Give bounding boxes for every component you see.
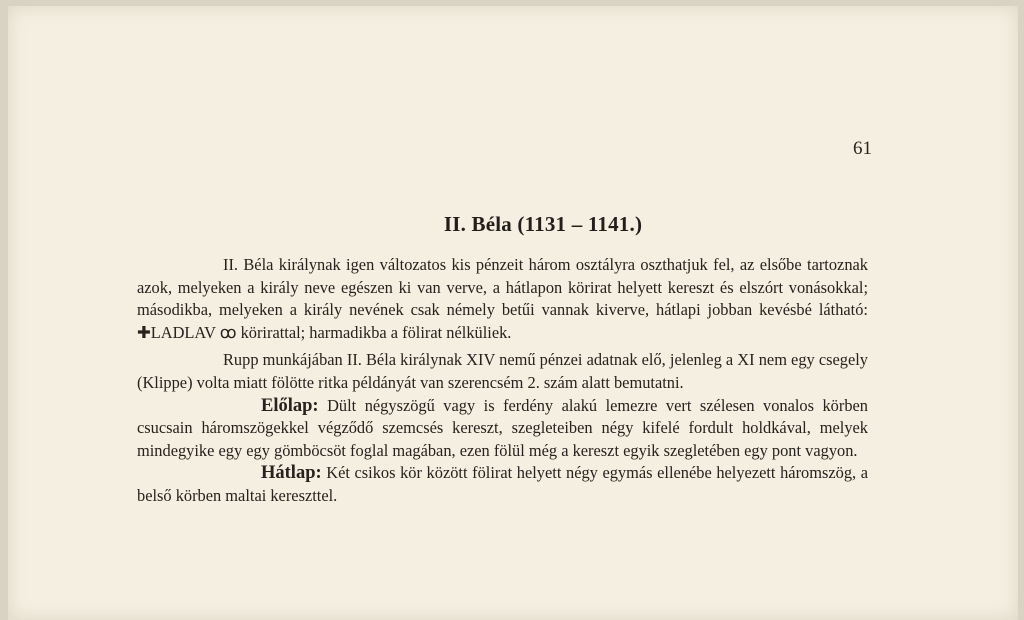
paragraph-intro: II. Béla királynak igen változatos kis pénzeit három osztályra oszthatjuk fel, az elsőbe tartoznak azok, melyeken a király neve egészen ki van verve, a hátlapon körirat helyett kereszt és elszórt vonásokkal; másodikba, melyeken a király nevének csak némely betűi vannak kiverve, hátlapi jobban kevésbé látható: ✚LADLAV ꝏ körirattal; harmadikba a fölirat nélküliek. (137, 255, 868, 342)
obverse-text: Dült négyszögű vagy is ferdény alakú lemezre vert szélesen vonalos körben csucsain háromszögekkel végződő szemcsés kereszt, szegleteiben négy kifelé fordult holdkával, melyek mindegyike egy egy gömböcsöt foglal magában, ezen fölül még a kereszt egyik szegletében egy pont vagyon. (137, 395, 868, 460)
reverse-label: Hátlap: (261, 463, 322, 484)
page-number: 61 (853, 138, 872, 159)
paragraph-reverse (137, 462, 868, 507)
paragraph-obverse (137, 395, 868, 463)
obverse-label: Előlap: (261, 395, 319, 416)
body-text (137, 254, 868, 508)
paragraph-rupp: Rupp munkájában II. Béla királynak XIV nemű pénzei adatnak elő, jelenleg a XI nem egy csegely (Klippe) volta miatt fölötte ritka példányát van szerencsém 2. szám alatt bemutatni. (137, 350, 868, 392)
chapter-title: II. Béla (1131 – 1141.) (443, 212, 643, 236)
reverse-text: Két csikos kör között fölirat helyett négy egymás ellenébe helyezett háromszög, a belső körben maltai kereszttel. (137, 463, 868, 505)
